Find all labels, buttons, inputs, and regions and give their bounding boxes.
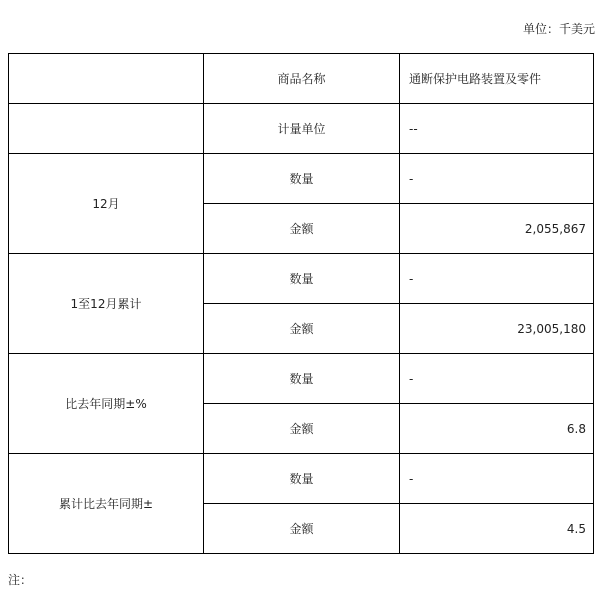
quantity-label: 数量 (204, 254, 400, 304)
group-label-yoy-change: 比去年同期±% (9, 354, 204, 454)
table-row (9, 254, 594, 304)
measure-unit-empty-cell (9, 104, 204, 154)
header-empty-cell (9, 54, 204, 104)
quantity-value: - (400, 254, 594, 304)
group-label-cumulative-yoy: 累计比去年同期± (9, 454, 204, 554)
quantity-value: - (400, 154, 594, 204)
table-row (9, 454, 594, 504)
amount-label: 金额 (204, 404, 400, 454)
table-row (9, 354, 594, 404)
unit-label: 单位：千美元 (522, 22, 595, 36)
table-row (9, 154, 594, 204)
amount-label: 金额 (204, 504, 400, 554)
header-row (9, 54, 594, 104)
group-label-cumulative: 1至12月累计 (9, 254, 204, 354)
quantity-label: 数量 (204, 354, 400, 404)
quantity-label: 数量 (204, 154, 400, 204)
measure-unit-value: -- (400, 104, 594, 154)
amount-value: 2,055,867 (400, 204, 594, 254)
amount-label: 金额 (204, 204, 400, 254)
measure-unit-label: 计量单位 (204, 104, 400, 154)
product-name-header: 商品名称 (204, 54, 400, 104)
amount-value: 6.8 (400, 404, 594, 454)
group-label-december: 12月 (9, 154, 204, 254)
statistics-table (8, 53, 594, 554)
amount-value: 4.5 (400, 504, 594, 554)
amount-label: 金额 (204, 304, 400, 354)
amount-value: 23,005,180 (400, 304, 594, 354)
measure-unit-row (9, 104, 594, 154)
note-label: 注： (8, 573, 33, 587)
product-name-value: 通断保护电路装置及零件 (400, 54, 594, 104)
quantity-value: - (400, 354, 594, 404)
quantity-value: - (400, 454, 594, 504)
quantity-label: 数量 (204, 454, 400, 504)
